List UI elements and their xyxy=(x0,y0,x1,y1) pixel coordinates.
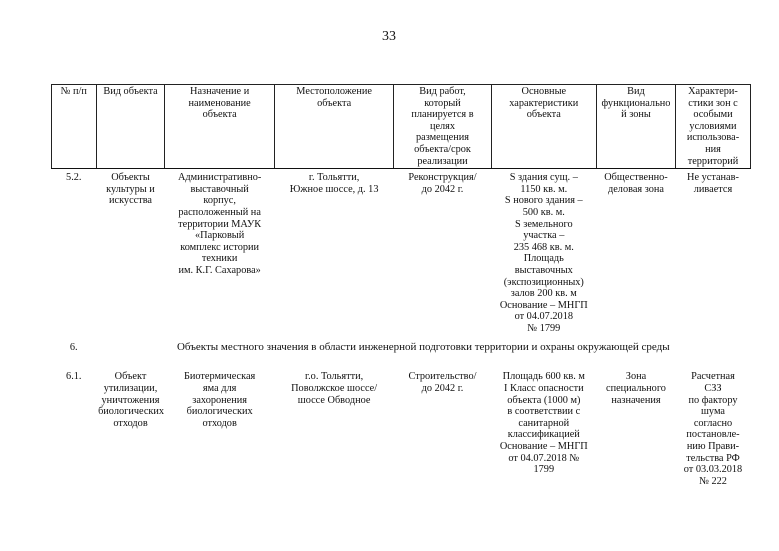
header-characteristics: Основные характеристики объекта xyxy=(491,85,596,169)
objects-table xyxy=(51,84,751,487)
section-number: 6. xyxy=(69,342,78,354)
section-title: Объекты местного значения в области инженерной подготовки территории и охраны окружающей среды xyxy=(176,341,670,354)
header-location: Местоположение объекта xyxy=(274,85,394,169)
work-type: Строительство/ до 2042 г. xyxy=(408,371,477,395)
row-number: 5.2. xyxy=(66,172,82,184)
special-zones: Не устанав- ливается xyxy=(687,172,739,195)
header-functional-zone: Вид функционально й зоны xyxy=(596,85,675,169)
table-row xyxy=(52,364,751,487)
object-type: Объекты культуры и искусства xyxy=(106,172,155,207)
header-special-zones: Характери- стики зон с особыми условиями использова- ния территорий xyxy=(675,85,750,169)
object-location: г. Тольятти, Южное шоссе, д. 13 xyxy=(289,172,379,195)
work-type: Реконструкция/ до 2042 г. xyxy=(408,172,477,195)
object-name: Биотермическая яма для захоронения биологических отходов xyxy=(184,371,256,429)
section-row xyxy=(52,334,751,364)
table-header-row xyxy=(52,85,751,169)
header-object-type: Вид объекта xyxy=(96,85,165,169)
special-zones: Расчетная СЗЗ по фактору шума согласно постановле- нию Прави- тельства РФ от 03.03.2018 № 222 xyxy=(683,371,743,487)
header-work-type: Вид работ, который планируется в целях размещения объекта/срок реализации xyxy=(394,85,491,169)
table-row xyxy=(52,169,751,335)
object-characteristics: S здания сущ. – 1150 кв. м. S нового здания – 500 кв. м. S земельного участка – 235 468 кв. м. Площадь выставочных (экспозиционных) залов 200 кв. м Основание – МНГП от 04.07.2018 № 1799 xyxy=(499,172,588,334)
functional-zone: Зона специального назначения xyxy=(606,371,666,406)
header-purpose-name: Назначение и наименование объекта xyxy=(165,85,274,169)
functional-zone: Общественно- деловая зона xyxy=(604,172,668,195)
object-name: Административно- выставочный корпус, расположенный на территории МАУК «Парковый комплекс истории техники им. К.Г. Сахарова» xyxy=(177,172,262,276)
row-number: 6.1. xyxy=(66,371,82,383)
object-type: Объект утилизации, уничтожения биологических отходов xyxy=(98,371,165,429)
header-number: № п/п xyxy=(52,85,97,169)
object-location: г.о. Тольятти, Поволжское шоссе/ шоссе Обводное xyxy=(291,371,378,406)
page-number: 33 xyxy=(382,29,396,44)
object-characteristics: Площадь 600 кв. м I Класс опасности объекта (1000 м) в соответствии с санитарной классификацией Основание – МНГП от 04.07.2018 № 1799 xyxy=(499,371,588,476)
